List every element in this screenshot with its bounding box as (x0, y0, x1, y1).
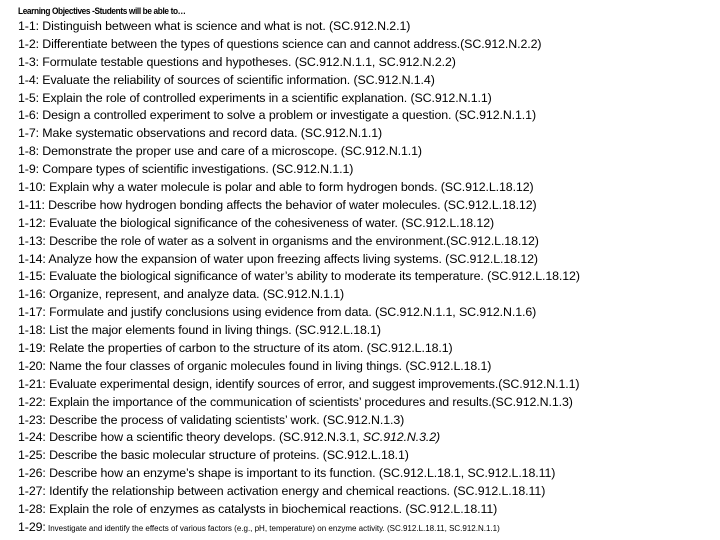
objective-item (18, 447, 716, 465)
objective-text: 1-6: Design a controlled experiment to solve a problem or investigate a question. (SC.912.N.1.1) (18, 108, 536, 123)
objective-item (18, 358, 716, 376)
objective-standard-italic: SC.912.N.3.2) (362, 430, 441, 445)
objective-text: 1-20: Name the four classes of organic molecules found in living things. (SC.912.L.18.1) (18, 358, 492, 373)
objective-item (18, 161, 716, 179)
objective-item (18, 519, 716, 537)
objective-text-small: Investigate and identify the effects of various factors (e.g., pH, temperature) on enzyme activity. (SC.912.L.18.11, SC.912.N.1.1) (45, 523, 500, 533)
objective-text: 1-3: Formulate testable questions and hypotheses. (SC.912.N.1.1, SC.912.N.2.2) (18, 54, 456, 69)
objective-text: 1-1: Distinguish between what is science and what is not. (SC.912.N.2.1) (18, 19, 411, 33)
objectives-list (18, 18, 716, 537)
objective-text: 1-25: Describe the basic molecular structure of proteins. (SC.912.L.18.1) (18, 448, 409, 463)
objective-item (18, 501, 716, 519)
learning-objectives-page (18, 4, 716, 537)
objective-item (18, 18, 716, 36)
objective-text: 1-16: Organize, represent, and analyze data. (SC.912.N.1.1) (18, 287, 345, 302)
objective-text: 1-11: Describe how hydrogen bonding affects the behavior of water molecules. (SC.912.L.18.12) (18, 197, 537, 212)
objective-item (18, 376, 716, 394)
objective-text: 1-5: Explain the role of controlled experiments in a scientific explanation. (SC.912.N.1.1) (18, 90, 492, 105)
objective-text: 1-13: Describe the role of water as a solvent in organisms and the environment.(SC.912.L.18.12) (18, 233, 539, 248)
objective-item (18, 179, 716, 197)
objective-item (18, 483, 716, 501)
objective-text: 1-29: (18, 519, 46, 534)
objective-item (18, 107, 716, 125)
objective-text: 1-26: Describe how an enzyme’s shape is important to its function. (SC.912.L.18.1, SC.912.L.18.11) (18, 466, 556, 481)
objective-item (18, 286, 716, 304)
objective-text: 1-14: Analyze how the expansion of water upon freezing affects living systems. (SC.912.L.18.12) (18, 251, 538, 266)
objective-text: 1-27: Identify the relationship between activation energy and chemical reactions. (SC.912.L.18.11) (18, 484, 546, 499)
objective-text: 1-4: Evaluate the reliability of sources of scientific information. (SC.912.N.1.4) (18, 72, 435, 87)
objective-item (18, 197, 716, 215)
objective-item (18, 340, 716, 358)
objective-item (18, 465, 716, 483)
objective-text: 1-22: Explain the importance of the communication of scientists’ procedures and results.(SC.912.N.1.3) (18, 394, 573, 409)
objective-item (18, 394, 716, 412)
objective-text: 1-19: Relate the properties of carbon to the structure of its atom. (SC.912.L.18.1) (18, 341, 453, 356)
objective-item (18, 215, 716, 233)
objective-text: 1-21: Evaluate experimental design, identify sources of error, and suggest improvements.(SC.912.N.1.1) (18, 376, 580, 391)
objective-text: 1-12: Evaluate the biological significance of the cohesiveness of water. (SC.912.L.18.12) (18, 215, 495, 230)
objective-text: 1-28: Explain the role of enzymes as catalysts in biochemical reactions. (SC.912.L.18.11) (18, 502, 498, 517)
objective-text: 1-9: Compare types of scientific investigations. (SC.912.N.1.1) (18, 162, 354, 177)
objective-item (18, 412, 716, 430)
objective-text: 1-18: List the major elements found in living things. (SC.912.L.18.1) (18, 323, 381, 338)
objective-text: 1-7: Make systematic observations and record data. (SC.912.N.1.1) (18, 126, 383, 141)
objective-text: 1-10: Explain why a water molecule is polar and able to form hydrogen bonds. (SC.912.L.18.12) (18, 180, 534, 195)
document-heading: Learning Objectives -Students will be able to… (18, 6, 186, 16)
objective-text: 1-2: Differentiate between the types of questions science can and cannot address.(SC.912.N.2.2) (18, 36, 542, 51)
objective-item (18, 143, 716, 161)
objective-item (18, 233, 716, 251)
objective-text: 1-23: Describe the process of validating scientists’ work. (SC.912.N.1.3) (18, 412, 405, 427)
objective-item (18, 429, 716, 447)
objective-item (18, 90, 716, 108)
objective-item (18, 125, 716, 143)
objective-text: 1-24: Describe how a scientific theory develops. (SC.912.N.3.1, (18, 430, 363, 445)
objective-item (18, 72, 716, 90)
objective-item (18, 268, 716, 286)
objective-item (18, 54, 716, 72)
objective-text: 1-17: Formulate and justify conclusions using evidence from data. (SC.912.N.1.1, SC.912.N.1.6) (18, 305, 537, 320)
objective-item (18, 36, 716, 54)
objective-text: 1-8: Demonstrate the proper use and care of a microscope. (SC.912.N.1.1) (18, 144, 422, 159)
objective-text: 1-15: Evaluate the biological significance of water’s ability to moderate its temperature. (SC.912.L.18.12) (18, 269, 580, 284)
objective-item (18, 304, 716, 322)
objective-item (18, 322, 716, 340)
objective-item (18, 251, 716, 269)
